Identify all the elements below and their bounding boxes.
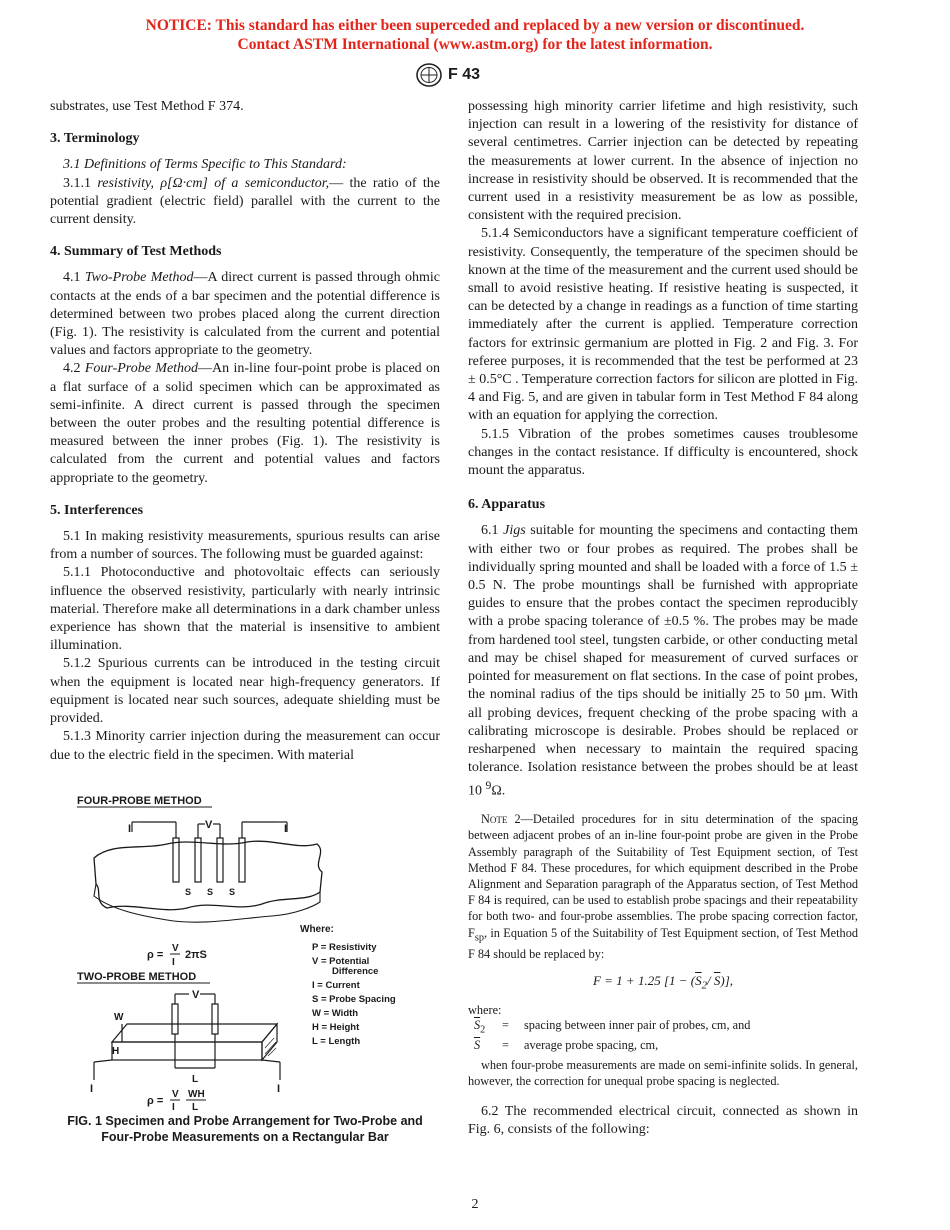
para-5-1-2: 5.1.2 Spurious currents can be introduced in the testing circuit when the equipment is located near high-frequency generators. If equipment is located near such sources, adequate shielding must be provided. xyxy=(50,656,440,727)
astm-logo-icon xyxy=(416,63,442,87)
legend-item: I = Current xyxy=(312,980,360,991)
legend-item: L = Length xyxy=(312,1036,361,1047)
two-probe-eq-I: I xyxy=(172,1102,175,1110)
four-probe-eq-rho: ρ = xyxy=(147,949,164,961)
four-probe-I-right: I xyxy=(284,823,288,835)
para-3-1-1: 3.1.1 resistivity, ρ[Ω·cm] of a semiconductor,— the ratio of the potential gradient (electric field) parallel with the current to the current density. xyxy=(50,175,441,228)
section-3-title: 3. Terminology xyxy=(50,131,140,147)
section-5-title: 5. Interferences xyxy=(50,502,144,518)
note-2-end: when four-probe measurements are made on semi-infinite solids. In general, however, the correction for unequal probe spacing is neglected. xyxy=(468,1057,858,1088)
legend-item: V = Potential xyxy=(312,956,370,967)
spacing-s-1: S xyxy=(185,887,192,897)
two-probe-I-left: I xyxy=(90,1083,94,1095)
left-column xyxy=(50,98,440,765)
para-5-1-4: 5.1.4 Semiconductors have a significant temperature coefficient of resistivity. Consequently, the temperature of the specimen should be known at the time of the measurement and the current used should be small to avoid resistive heating. If resistive heating is suspected, it can be detected by a change in readings as a function of time starting immediately after the current is applied. Temperature correction factors for extrinsic germanium are plotted in Fig. 2 and Fig. 3. For referee purposes, it is recommended that the test be performed at 23 ± 0.5°C . Temperature correction factors for silicon are plotted in Fig. 4 and Fig. 5, and are given in tabular form in Test Method F 84 along with an equation for applying the correction. xyxy=(468,226,858,424)
four-probe-I-left: I xyxy=(128,823,132,835)
document-header xyxy=(416,62,480,88)
two-probe-eq-WH: WH xyxy=(188,1089,205,1100)
four-probes xyxy=(132,822,287,882)
section-4-title: 4. Summary of Test Methods xyxy=(50,244,222,260)
figure-1-caption: FIG. 1 Specimen and Probe Arrangement for Two-Probe and Four-Probe Measurements on a Rectangular Bar xyxy=(67,1114,423,1144)
para-4-1: 4.1 Two-Probe Method—A direct current is passed through ohmic contacts at the ends of a bar specimen and the potential difference is determined between two probes placed along the current direction (Fig. 1). The resistivity is calculated from the current and potential values and factors appropriate to the geometry. xyxy=(50,270,440,359)
two-probe-I-right: I xyxy=(277,1083,281,1095)
section-6-title: 6. Apparatus xyxy=(468,497,546,513)
para-5-1-5: 5.1.5 Vibration of the probes sometimes causes troublesome changes in the contact resistance. If difficulty is encountered, shock mount the apparatus. xyxy=(468,426,858,479)
two-probe-title: TWO-PROBE METHOD xyxy=(77,971,197,983)
para-3-1: 3.1 Definitions of Terms Specific to This Standard: xyxy=(63,157,347,173)
two-probe-V: V xyxy=(192,989,200,1001)
notice-line-2: Contact ASTM International (www.astm.org) for the latest information. xyxy=(237,36,713,53)
notice-line-1: NOTICE: This standard has either been superceded and replaced by a new version or discontinued. xyxy=(145,17,805,34)
para-5-1-3-cont: possessing high minority carrier lifetime and high resistivity, such injection can result in a lowering of the resistivity for distance of several centimetres. Carrier injection can be detected by repeating the measurements at lower current. In the absence of injection no increase in resistivity should be observed. It is recommended that the current used in a resistivity measurement be as low as possible, consistent with the required precision. xyxy=(468,99,858,224)
legend-item: S = Probe Spacing xyxy=(312,994,396,1005)
figure-1-diagram xyxy=(72,792,422,1110)
legend-where: Where: xyxy=(300,924,334,935)
para-5-1-1: 5.1.1 Photoconductive and photovoltaic effects can seriously influence the observed resistivity, particularly with nearly intrinsic material. Therefore make all determinations in a dark chamber unless experience has shown that the material is insensitive to ambient illumination. xyxy=(50,565,440,654)
spacing-s-3: S xyxy=(229,887,236,897)
definition-row: $\overline{S}$ = average probe spacing, cm, xyxy=(474,1037,659,1052)
legend-item: P = Resistivity xyxy=(312,942,377,953)
legend-item: Difference xyxy=(332,966,379,977)
para-5-1-3: 5.1.3 Minority carrier injection during the measurement can occur due to the electric field in the specimen. With material xyxy=(50,729,440,763)
para-4-2: 4.2 Four-Probe Method—An in-line four-point probe is placed on a flat surface of a solid specimen which can be approximated as semi-infinite. A direct current is passed through the specimen between the outer probes and the resulting potential difference is measured between the inner probes (Fig. 1). The resistivity is calculated from the current and potential values and factors appropriate to the geometry. xyxy=(50,361,441,486)
four-probe-title: FOUR-PROBE METHOD xyxy=(77,795,202,807)
legend-item: H = Height xyxy=(312,1022,360,1033)
page-number: 2 xyxy=(471,1197,479,1212)
four-probe-eq-I: I xyxy=(172,957,175,968)
two-probe-eq-V: V xyxy=(172,1089,179,1100)
spacing-s-2: S xyxy=(207,887,214,897)
two-probe-H: H xyxy=(112,1046,120,1057)
para-6-1: 6.1 Jigs suitable for mounting the specimens and contacting them with either two or four probes as required. The probes shall be individually spring mounted and shall be loaded with a force of 1.5 ± 0.5 N. The probe mountings shall be furnished with appropriate guides to ensure that the probes contact the specimen reproducibly with a probe spacing tolerance of ±0.5 %. The probes may be made from hardened tool steel, tungsten carbide, or other conducting metal and may be chisel shaped for measurement of curved surfaces or pointed for measurement on flat sections. In the case of point probes, the nominal radius of the tips should be initially 25 to 50 μm. With all probing devices, frequent checking of the probe spacing with a calibrating microscope is desirable. Probes should be replaced or resharpened when necessary to maintain the required spacing tolerance. Isolation resistance between the probes should be at least 10 $^9$Ω. xyxy=(468,523,858,799)
four-probe-specimen xyxy=(94,841,322,910)
note-2: Note 2—Detailed procedures for in situ determination of the spacing between adjacent probes of an in-line four-point probe are given in the Probe Assembly paragraph of the Suitability of Test Equipment section, of Test Method F 84. These procedures, for which equipment described in the Probe Alignment and Separation paragraph of the Apparatus section, of Test Method F 84 is required, can be used to establish probe spacings and their repeatability for both two- and four-probe assemblies. The probe spacing correction factor, $F_{sp}$, in Equation 5 of the Suitability of Test Equipment section, of Test Method F 84 should be replaced by: xyxy=(468,812,859,962)
right-column xyxy=(468,98,858,1140)
two-probe-L: L xyxy=(192,1074,199,1085)
figure-legend xyxy=(312,942,396,1047)
four-probe-eq-2pis: 2πS xyxy=(185,949,207,961)
where-label: where: xyxy=(468,1003,502,1018)
two-probe-W: W xyxy=(114,1012,124,1023)
legend-item: W = Width xyxy=(312,1008,359,1019)
para-6-2: 6.2 The recommended electrical circuit, connected as shown in Fig. 6, consists of the following: xyxy=(468,1104,858,1138)
para-5-1: 5.1 In making resistivity measurements, spurious results can arise from a number of sources. The following must be guarded against: xyxy=(50,529,440,563)
two-probe-eq-L: L xyxy=(192,1102,199,1110)
designation: F 43 xyxy=(448,66,481,83)
continuation-text: substrates, use Test Method F 374. xyxy=(50,99,244,114)
spacing-correction-formula: F = 1 + 1.25 [$1 - (\overline{S}_2/$ $\overline{S}$)], xyxy=(592,973,734,993)
four-probe-V: V xyxy=(205,819,213,831)
two-probe-eq-rho: ρ = xyxy=(147,1095,164,1107)
definition-row: $\overline{S}_2$ = spacing between inner pair of probes, cm, and xyxy=(474,1018,751,1036)
two-probe-bar xyxy=(94,994,280,1080)
four-probe-eq-V: V xyxy=(172,943,179,954)
